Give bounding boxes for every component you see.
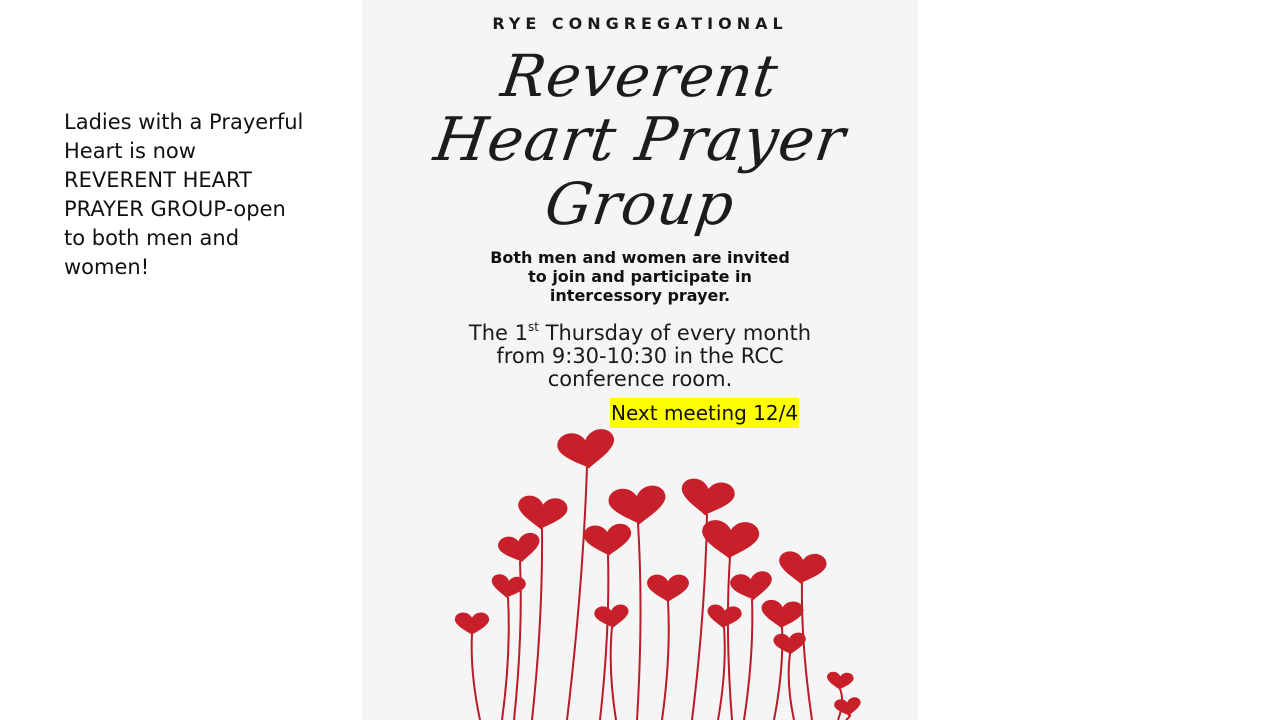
side-note-line: PRAYER GROUP-open [64,197,286,221]
heart-icon [760,599,804,629]
invitation-text [362,248,918,305]
heart-icon [583,523,633,557]
heart-icon [700,519,760,560]
heart-stem [789,654,794,720]
heart-stem [567,467,587,720]
schedule-prefix: The 1 [468,321,529,345]
heart-stem [600,555,608,720]
heart-icon [594,604,630,630]
heart-stem [692,514,707,720]
side-note-line: to both men and [64,226,240,250]
heart-stem [637,523,641,720]
heart-icon [497,531,543,565]
invitation-line: intercessory prayer. [549,286,731,305]
hearts-group [455,427,862,717]
heart-icon [706,604,742,630]
heart-stem [472,634,480,720]
heart-icon [516,494,569,531]
flyer-title-line: Heart Prayer [429,105,851,175]
heart-icon [647,575,689,602]
schedule-text [362,322,918,391]
heart-stem [846,715,850,720]
schedule-line: from 9:30-10:30 in the RCC [496,344,784,368]
flyer-image [362,0,918,720]
heart-icon [833,696,862,717]
schedule-line: conference room. [547,367,733,391]
heart-icon [455,612,489,634]
heart-icon [826,671,854,690]
heart-icon [773,632,807,655]
next-meeting-highlight: Next meeting 12/4 [610,398,799,428]
heart-stem [502,597,509,720]
schedule-line [362,322,918,345]
ordinal-suffix: st [528,320,539,334]
flyer-title-line: Reverent [497,42,783,110]
invitation-line: to join and participate in [528,267,752,286]
heart-stem [744,599,752,720]
heart-icon [678,477,736,519]
heart-icon [607,484,668,527]
side-note-line: women! [64,255,150,279]
side-note-line: REVERENT HEART [64,168,252,192]
heart-stem [718,627,725,720]
invitation-line: Both men and women are invited [490,248,790,267]
organization-name: RYE CONGREGATIONAL [492,14,788,33]
schedule-suffix: Thursday of every month [538,321,812,345]
heart-stem [802,583,812,720]
heart-icon [556,427,618,472]
heart-stem [662,601,669,720]
heart-stem [532,528,542,720]
heart-icon [729,570,774,603]
side-note-line: Ladies with a Prayerful [64,110,304,134]
heart-stem [611,627,616,720]
flyer-title-line: Group [540,170,740,238]
side-note [64,108,314,282]
heart-icon [777,550,828,586]
side-note-line: Heart is now [64,139,196,163]
hearts-illustration [362,420,918,720]
